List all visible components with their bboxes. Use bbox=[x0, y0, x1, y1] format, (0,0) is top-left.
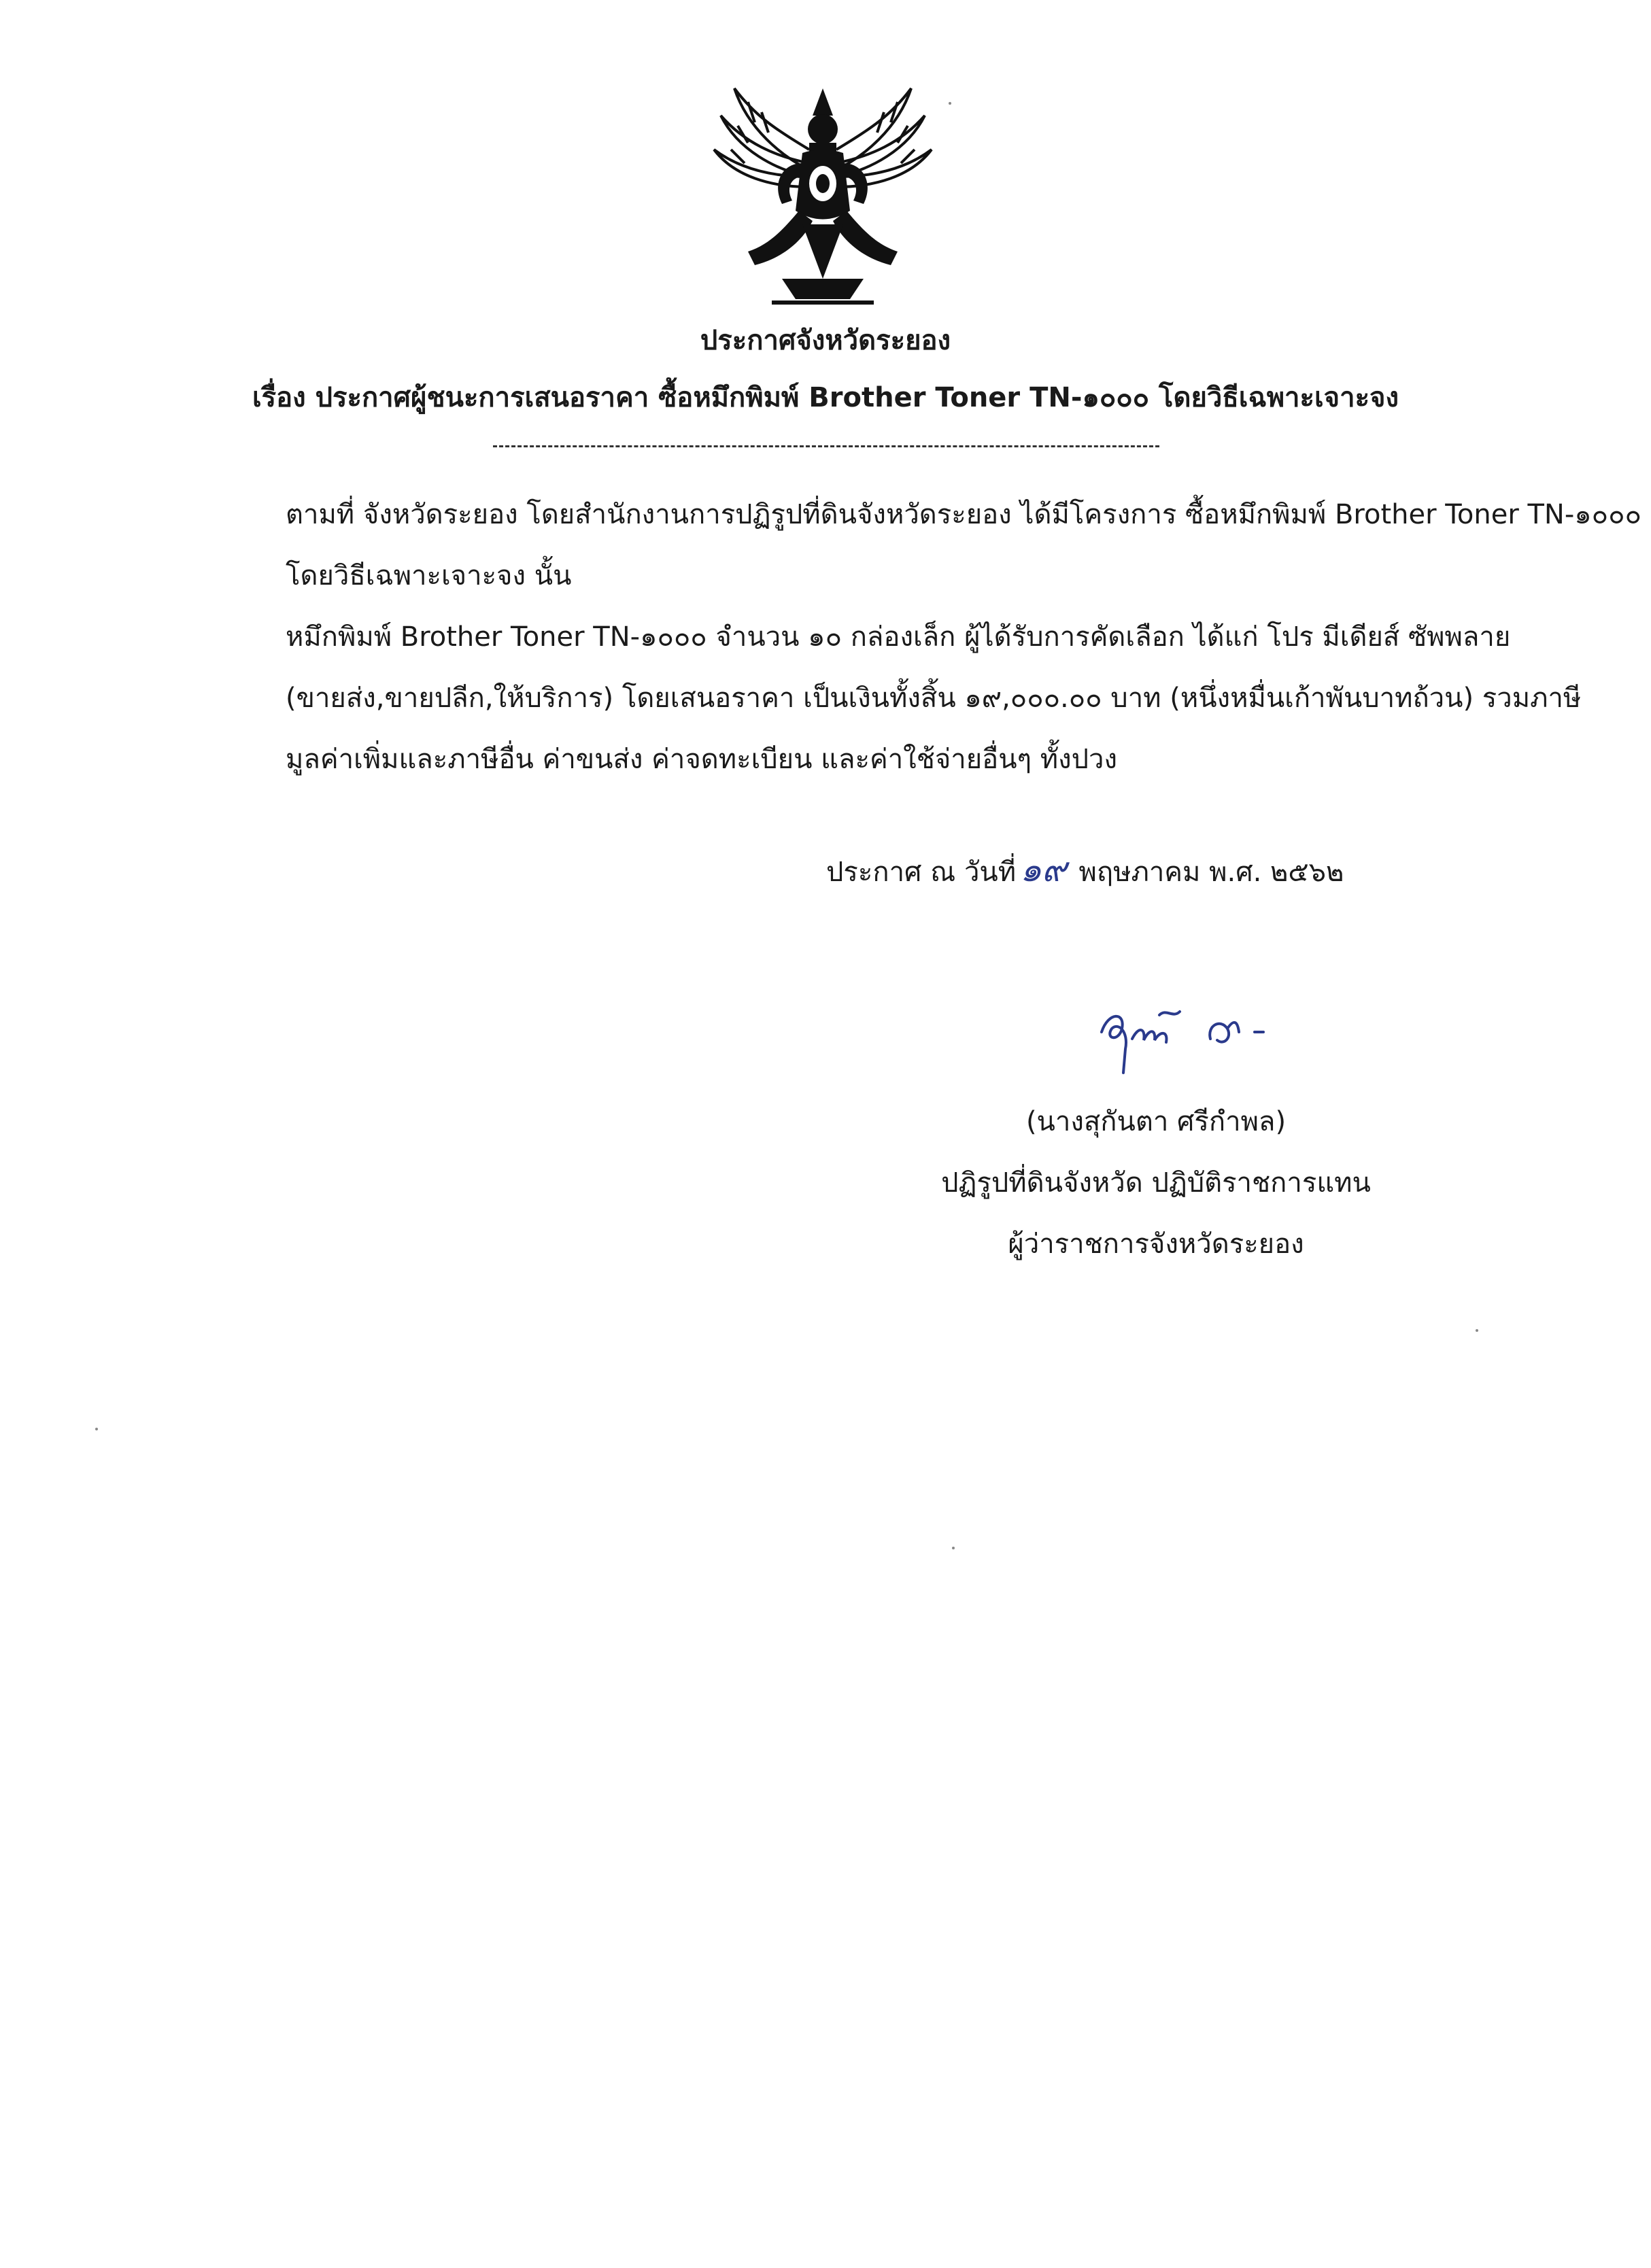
signatory-office: ผู้ว่าราชการจังหวัดระยอง bbox=[1008, 1228, 1304, 1260]
scan-speck bbox=[949, 102, 951, 105]
signatory-position: ปฏิรูปที่ดินจังหวัด ปฏิบัติราชการแทน bbox=[941, 1167, 1371, 1199]
announcement-date bbox=[826, 843, 1344, 897]
signatory-block bbox=[816, 1091, 1496, 1275]
announcement-subject: เรื่อง ประกาศผู้ชนะการเสนอราคา ซื้อหมึกพิมพ์ Brother Toner TN-๑๐๐๐ โดยวิธีเฉพาะเจาะจง bbox=[252, 382, 1399, 413]
scan-speck bbox=[1476, 1329, 1478, 1332]
date-day-handwritten: ๑๙ bbox=[1020, 850, 1067, 889]
scan-speck bbox=[952, 1547, 955, 1549]
paragraph-1: ตามที่ จังหวัดระยอง โดยสำนักงานการปฏิรูปที่ดินจังหวัดระยอง ได้มีโครงการ ซื้อหมึกพิมพ์ Brother Toner TN-๑๐๐๐ โดยวิธีเฉพาะเจาะจง นั้น bbox=[286, 499, 1641, 591]
title-divider bbox=[493, 445, 1159, 447]
signatory-name: (นางสุกันตา ศรีกำพล) bbox=[1025, 1106, 1287, 1137]
handwritten-signature bbox=[1088, 991, 1292, 1086]
scan-speck bbox=[95, 1428, 98, 1430]
paragraph-2: หมึกพิมพ์ Brother Toner TN-๑๐๐๐ จำนวน ๑๐ กล่องเล็ก ผู้ได้รับการคัดเลือก ได้แก่ โปร มีเดียส์ ซัพพลาย (ขายส่ง,ขายปลีก,ให้บริการ) โดยเสนอราคา เป็นเงินทั้งสิ้น ๑๙,๐๐๐.๐๐ บาท (หนึ่งหมื่นเก้าพันบาทถ้วน) รวมภาษีมูลค่าเพิ่มและภาษีอื่น ค่าขนส่ง ค่าจดทะเบียน และค่าใช้จ่ายอื่นๆ ทั้งปวง bbox=[286, 621, 1582, 775]
date-month-year: พฤษภาคม พ.ศ. ๒๕๖๒ bbox=[1078, 857, 1344, 888]
garuda-emblem-icon bbox=[707, 75, 938, 320]
date-prefix: ประกาศ ณ วันที่ bbox=[826, 857, 1017, 888]
announcement-authority: ประกาศจังหวัดระยอง bbox=[700, 325, 951, 356]
